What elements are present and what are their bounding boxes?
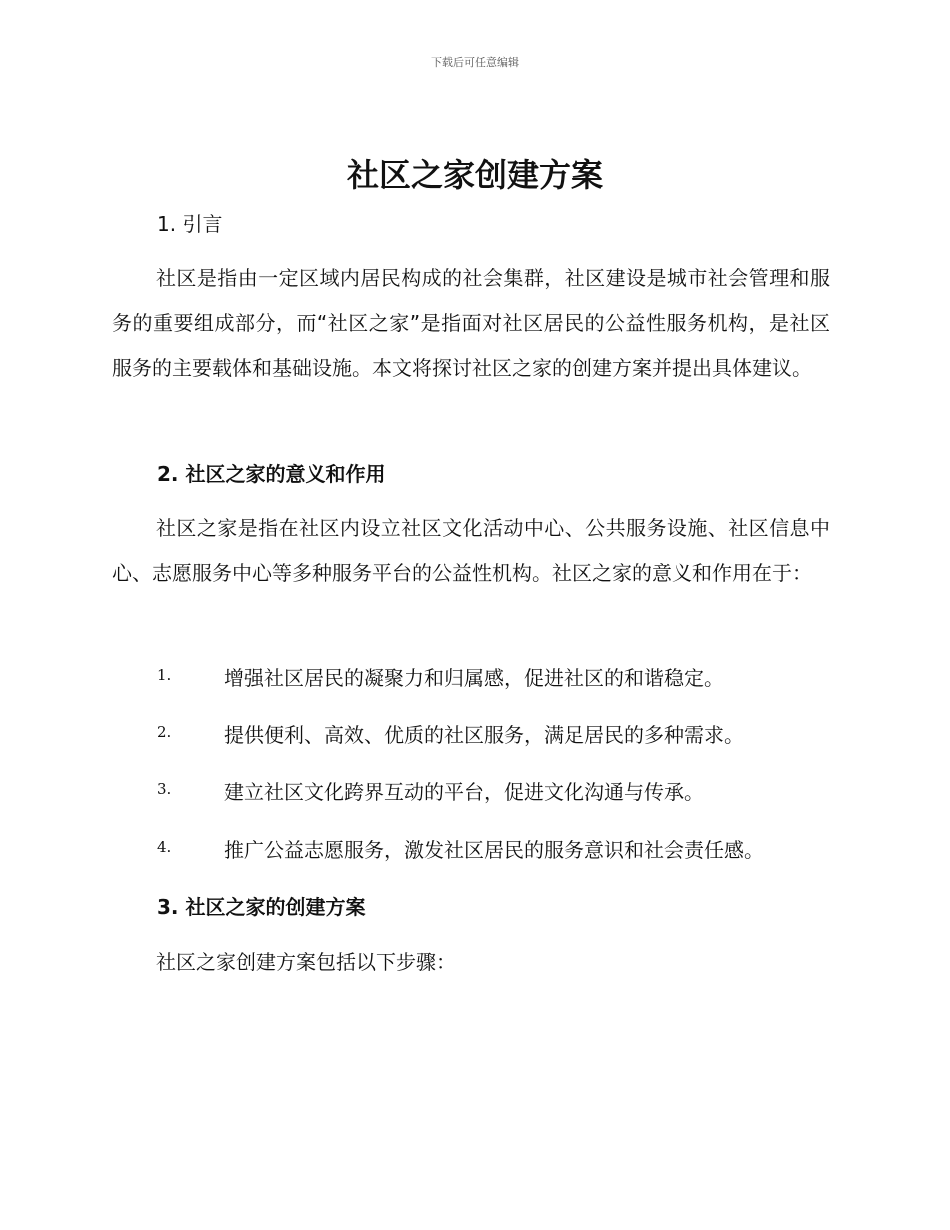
section-heading-meaning: 2. 社区之家的意义和作用: [157, 462, 386, 486]
list-item: [157, 776, 857, 806]
list-number: 3.: [157, 780, 172, 798]
section-heading-intro: 1. 引言: [157, 212, 223, 236]
page-header-note: 下载后可任意编辑: [431, 56, 519, 69]
list-item: [157, 719, 857, 749]
list-text: 提供便利、高效、优质的社区服务，满足居民的多种需求。: [224, 723, 744, 747]
list-number: 2.: [157, 723, 172, 741]
list-text: 增强社区居民的凝聚力和归属感，促进社区的和谐稳定。: [224, 666, 724, 690]
list-number: 1.: [157, 666, 172, 684]
section-paragraph-meaning: 社区之家是指在社区内设立社区文化活动中心、公共服务设施、社区信息中心、志愿服务中心等多种服务平台的公益性机构。社区之家的意义和作用在于：: [112, 516, 830, 585]
list-item: [157, 834, 857, 864]
document-title: 社区之家创建方案: [346, 156, 603, 194]
list-text: 建立社区文化跨界互动的平台，促进文化沟通与传承。: [224, 780, 704, 804]
list-item: [157, 662, 857, 692]
list-number: 4.: [157, 838, 172, 856]
section-heading-plan: 3. 社区之家的创建方案: [157, 895, 366, 919]
section-paragraph-intro: 社区是指由一定区域内居民构成的社会集群，社区建设是城市社会管理和服务的重要组成部分，而“社区之家”是指面对社区居民的公益性服务机构，是社区服务的主要载体和基础设施。本文将探讨社区之家的创建方案并提出具体建议。: [112, 266, 830, 380]
list-text: 推广公益志愿服务，激发社区居民的服务意识和社会责任感。: [224, 838, 764, 862]
section-paragraph-plan: 社区之家创建方案包括以下步骤：: [156, 950, 456, 974]
